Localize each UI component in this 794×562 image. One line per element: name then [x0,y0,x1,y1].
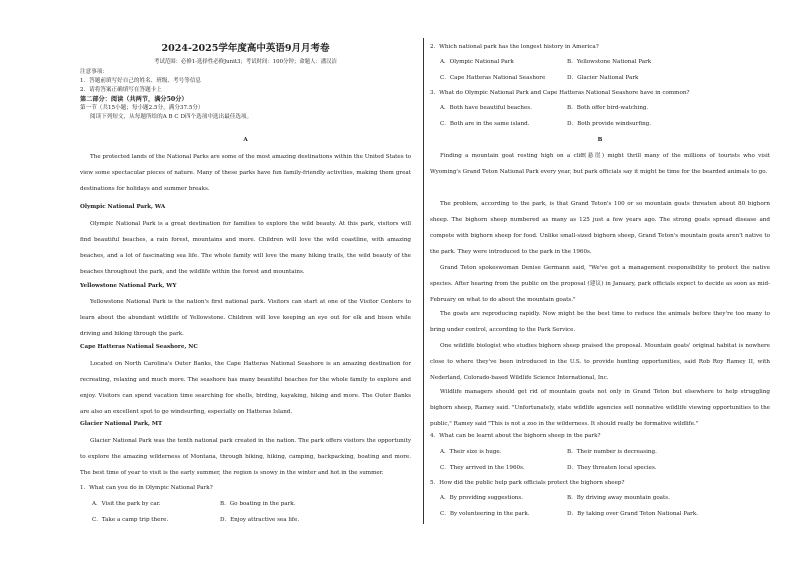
yellowstone-heading: Yellowstone National Park, WY [80,283,177,289]
passage-b-p5: One wildlife biologist who studies bighorn sheep praised the proposal. Mountain goats' original habitat is nowhere close to where they've been introduced in the U.S. to provide hunting opportunities, said Rob Roy Ramey II, with Nederland, Colorado-based Wildlife Science International, Inc. [430,343,770,381]
passage-a-intro: The protected lands of the National Parks are some of the most amazing destinations within the United States to view some spectacular pieces of nature. Many of these parks have fun family-friendly activities, making them great destinations for holidays and summer breaks. [80,154,411,192]
q2-option-a[interactable]: A．Olympic National Park [440,59,514,65]
passage-b-p4: The goats are reproducing rapidly. Now might be the best time to reduce the animals before they're too many to bring under control, according to the Park Service. [430,311,770,333]
column-divider [423,38,424,524]
glacier-heading: Glacier National Park, MT [80,421,163,427]
notes-title: 注意事项： [80,69,108,75]
q4-option-c[interactable]: C．They arrived in the 1960s. [440,465,525,471]
q1-option-a[interactable]: A．Visit the park by car. [92,501,161,507]
q1-option-d[interactable]: D．Enjoy attractive sea life. [220,517,300,523]
question-2: 2．Which national park has the longest history in America? [430,44,599,50]
hatteras-text: Located on North Carolina's Outer Banks, the Cape Hatteras National Seashore is an amazing destination for recreating, relaxing and much more. The seashore has many beautiful beaches for the whole family to explore and enjoy. Visitors can spend vacation time searching for shells, birding, kayaking, hiking and more. The Outer Banks are also an excellent spot to go windsurfing, especially on Hatteras Island. [80,361,411,415]
question-4: 4．What can be learnt about the bighorn sheep in the park? [430,433,601,439]
question-3: 3．What do Olympic National Park and Cape Hatteras National Seashore have in common? [430,90,690,96]
q1-option-c[interactable]: C．Take a camp trip there. [92,517,169,523]
q4-option-b[interactable]: B．Their number is decreasing. [567,449,657,455]
passage-b-p2: The problem, according to the park, is that Grand Teton's 100 or so mountain goats threaten about 80 bighorn sheep. The bighorn sheep numbered as many as 125 just a few years ago. The strong goats spread disease and compete with bighorn sheep for food. Unlike small-sized bighorn sheep, Grand Teton's mountain goats aren't native to the park. They were introduced to the park in the 1960s. [430,201,770,255]
q5-option-c[interactable]: C．By volunteering in the park. [440,511,530,517]
q5-option-b[interactable]: B．By driving away mountain goats. [567,495,670,501]
passage-b-p6: Wildlife managers should get rid of mountain goats not only in Grand Teton but elsewhere to help struggling bighorn sheep, Ramey said. "Unfortunately, state wildlife agencies sell nonnative wildlife viewing opportunities to the public," Ramey said "This is not a zoo in the wilderness. It should really be formative wildlife." [430,389,770,427]
passage-b-p1: Finding a mountain goat resting high on a cliff(悬崖) might thrill many of the millions of tourists who visit Wyoming's Grand Teton National Park every year, but park officials say it might be time for the bearded animals to go. [430,153,770,175]
q2-option-c[interactable]: C．Cape Hatteras National Seashore [440,75,546,81]
q3-option-c[interactable]: C．Both are in the same island. [440,121,530,127]
section1-title: 第一节（共15小题；每小题2.5分，满分37.5分） [80,105,204,111]
q1-option-b[interactable]: B．Go boating in the park. [220,501,296,507]
q5-option-a[interactable]: A．By providing suggestions. [440,495,524,501]
note-2: 2．请将答案正确填写在答题卡上 [80,87,162,93]
q3-option-b[interactable]: B．Both offer bird-watching. [567,105,649,111]
glacier-text: Glacier National Park was the tenth national park created in the nation. The park offers visitors the opportunity to explore the amazing wilderness of Montana, through biking, hiking, camping, backpacking, boating and more. The best time of year to visit is the early summer, the region is snowy in the winter and hot in the summer. [80,438,411,476]
part2-title: 第二部分：阅读（共两节，满分50分） [80,96,188,103]
exam-subtitle: 考试范围：必修1-选择性必修Junit3；考试时间：100分钟；命题人：潘汉洁 [154,59,337,65]
passage-b-p3: Grand Teton spokeswoman Denise Germann said, "We've got a management responsibility to protect the native species. After hearing from the public on the proposal (建议) in January, park officials expect to decide as soon as mid-February on what to do about the mountain goats." [430,265,770,303]
q4-option-d[interactable]: D．They threaten local species. [567,465,657,471]
passage-a-label: A [243,137,248,143]
passage-b-label: B [597,137,603,143]
question-1: 1．What can you do in Olympic National Park? [80,485,213,491]
hatteras-heading: Cape Hatteras National Seashore, NC [80,344,198,350]
q2-option-b[interactable]: B．Yellowstone National Park [567,59,652,65]
q2-option-d[interactable]: D．Glacier National Park [567,75,639,81]
instruction: 阅读下列短文，从每题所给的A B C D四个选项中选出最佳选项。 [90,114,253,120]
q5-option-d[interactable]: D．By taking over Grand Teton National Park. [567,511,699,517]
yellowstone-text: Yellowstone National Park is the nation's first national park. Visitors can start at one of the Visitor Centers to learn about the abundant wildlife of Yellowstone. Children will love keeping an eye out for elk and bison while driving and hiking through the park. [80,299,411,337]
exam-title: 2024-2025学年度高中英语9月月考卷 [161,43,330,54]
q3-option-d[interactable]: D．Both provide windsurfing. [567,121,652,127]
olympic-text: Olympic National Park is a great destination for families to explore the wild beauty. At this park, visitors will find beautiful beaches, a rain forest, mountains and more. Children will love the wild coastline, with amazing beaches, and a lot of fascinating sea life. The whole family will love the many hiking trails, the wild beauty of the beaches throughout the park, and the wildlife within the forest and mountains. [80,221,411,275]
q4-option-a[interactable]: A．Their size is huge. [440,449,502,455]
note-1: 1．答题前填写好自己的姓名、班级、考号等信息 [80,78,202,84]
question-5: 5．How did the public help park officials protect the bighorn sheep? [430,480,625,486]
q3-option-a[interactable]: A．Both have beautiful beaches. [440,105,532,111]
olympic-heading: Olympic National Park, WA [80,204,166,210]
